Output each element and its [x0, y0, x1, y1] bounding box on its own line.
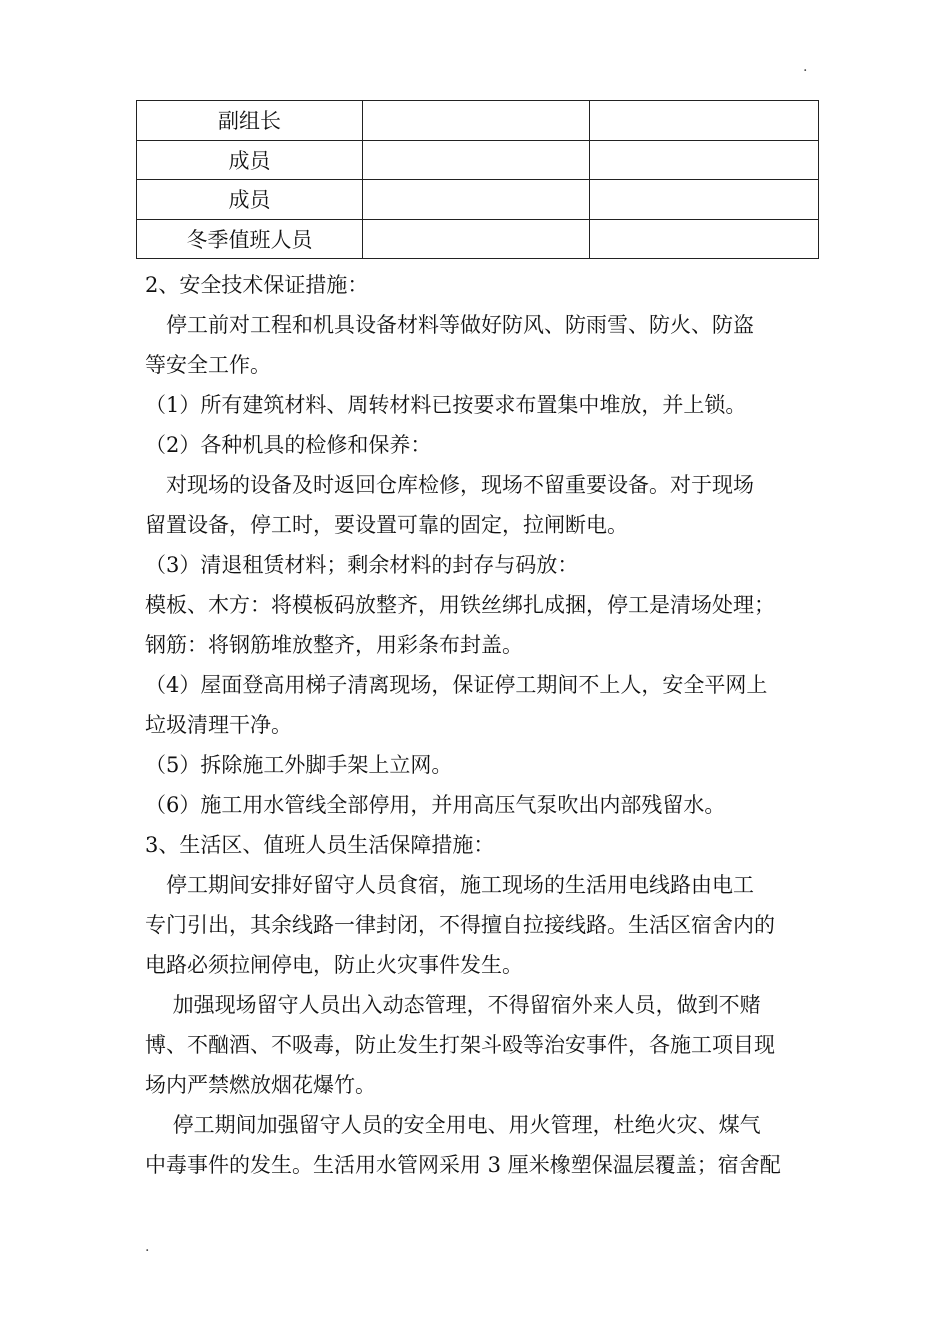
text-line: 场内严禁燃放烟花爆竹。 [145, 1073, 376, 1097]
list-item: （6）施工用水管线全部停用，并用高压气泵吹出内部残留水。 [145, 793, 726, 817]
role-cell: 冬季值班人员 [137, 219, 363, 259]
page-header-mark: . [803, 59, 808, 75]
page-footer-mark: . [145, 1239, 150, 1255]
text-line: 垃圾清理干净。 [145, 713, 292, 737]
section-heading-living: 3、生活区、值班人员生活保障措施： [145, 833, 495, 857]
list-item: （4）屋面登高用梯子清离现场，保证停工期间不上人，安全平网上 [145, 673, 768, 697]
text-line: 模板、木方：将模板码放整齐，用铁丝绑扎成捆，停工是清场处理； [145, 593, 775, 617]
table-row [137, 101, 819, 141]
text-line: 停工期间加强留守人员的安全用电、用火管理，杜绝火灾、煤气 [145, 1113, 761, 1137]
text-line: 钢筋：将钢筋堆放整齐，用彩条布封盖。 [145, 633, 523, 657]
text-line: 对现场的设备及时返回仓库检修，现场不留重要设备。对于现场 [145, 473, 754, 497]
contact-cell [590, 180, 819, 220]
text-line: 留置设备，停工时，要设置可靠的固定，拉闸断电。 [145, 513, 628, 537]
list-item: （1）所有建筑材料、周转材料已按要求布置集中堆放，并上锁。 [145, 393, 747, 417]
table-row [137, 180, 819, 220]
section-heading-safety: 2、安全技术保证措施： [145, 273, 369, 297]
document-body [145, 265, 820, 1185]
name-cell [363, 180, 590, 220]
text-line: 专门引出，其余线路一律封闭，不得擅自拉接线路。生活区宿舍内的 [145, 913, 775, 937]
text-line: 加强现场留守人员出入动态管理，不得留宿外来人员，做到不赌 [145, 993, 761, 1017]
text-line: 等安全工作。 [145, 353, 271, 377]
contact-cell [590, 140, 819, 180]
table-row [137, 140, 819, 180]
role-cell: 成员 [137, 140, 363, 180]
role-cell: 成员 [137, 180, 363, 220]
role-cell: 副组长 [137, 101, 363, 141]
list-item: （5）拆除施工外脚手架上立网。 [145, 753, 453, 777]
text-line: 停工期间安排好留守人员食宿，施工现场的生活用电线路由电工 [145, 873, 754, 897]
text-line: 停工前对工程和机具设备材料等做好防风、防雨雪、防火、防盗 [145, 313, 754, 337]
list-item: （2）各种机具的检修和保养： [145, 433, 432, 457]
text-line: 中毒事件的发生。生活用水管网采用 3 厘米橡塑保温层覆盖；宿舍配 [145, 1153, 781, 1177]
text-line: 电路必须拉闸停电，防止火灾事件发生。 [145, 953, 523, 977]
table-row [137, 219, 819, 259]
staff-table [136, 100, 819, 259]
text-line: 博、不酗酒、不吸毒，防止发生打架斗殴等治安事件，各施工项目现 [145, 1033, 775, 1057]
contact-cell [590, 101, 819, 141]
name-cell [363, 140, 590, 180]
name-cell [363, 219, 590, 259]
contact-cell [590, 219, 819, 259]
list-item: （3）清退租赁材料；剩余材料的封存与码放： [145, 553, 579, 577]
name-cell [363, 101, 590, 141]
